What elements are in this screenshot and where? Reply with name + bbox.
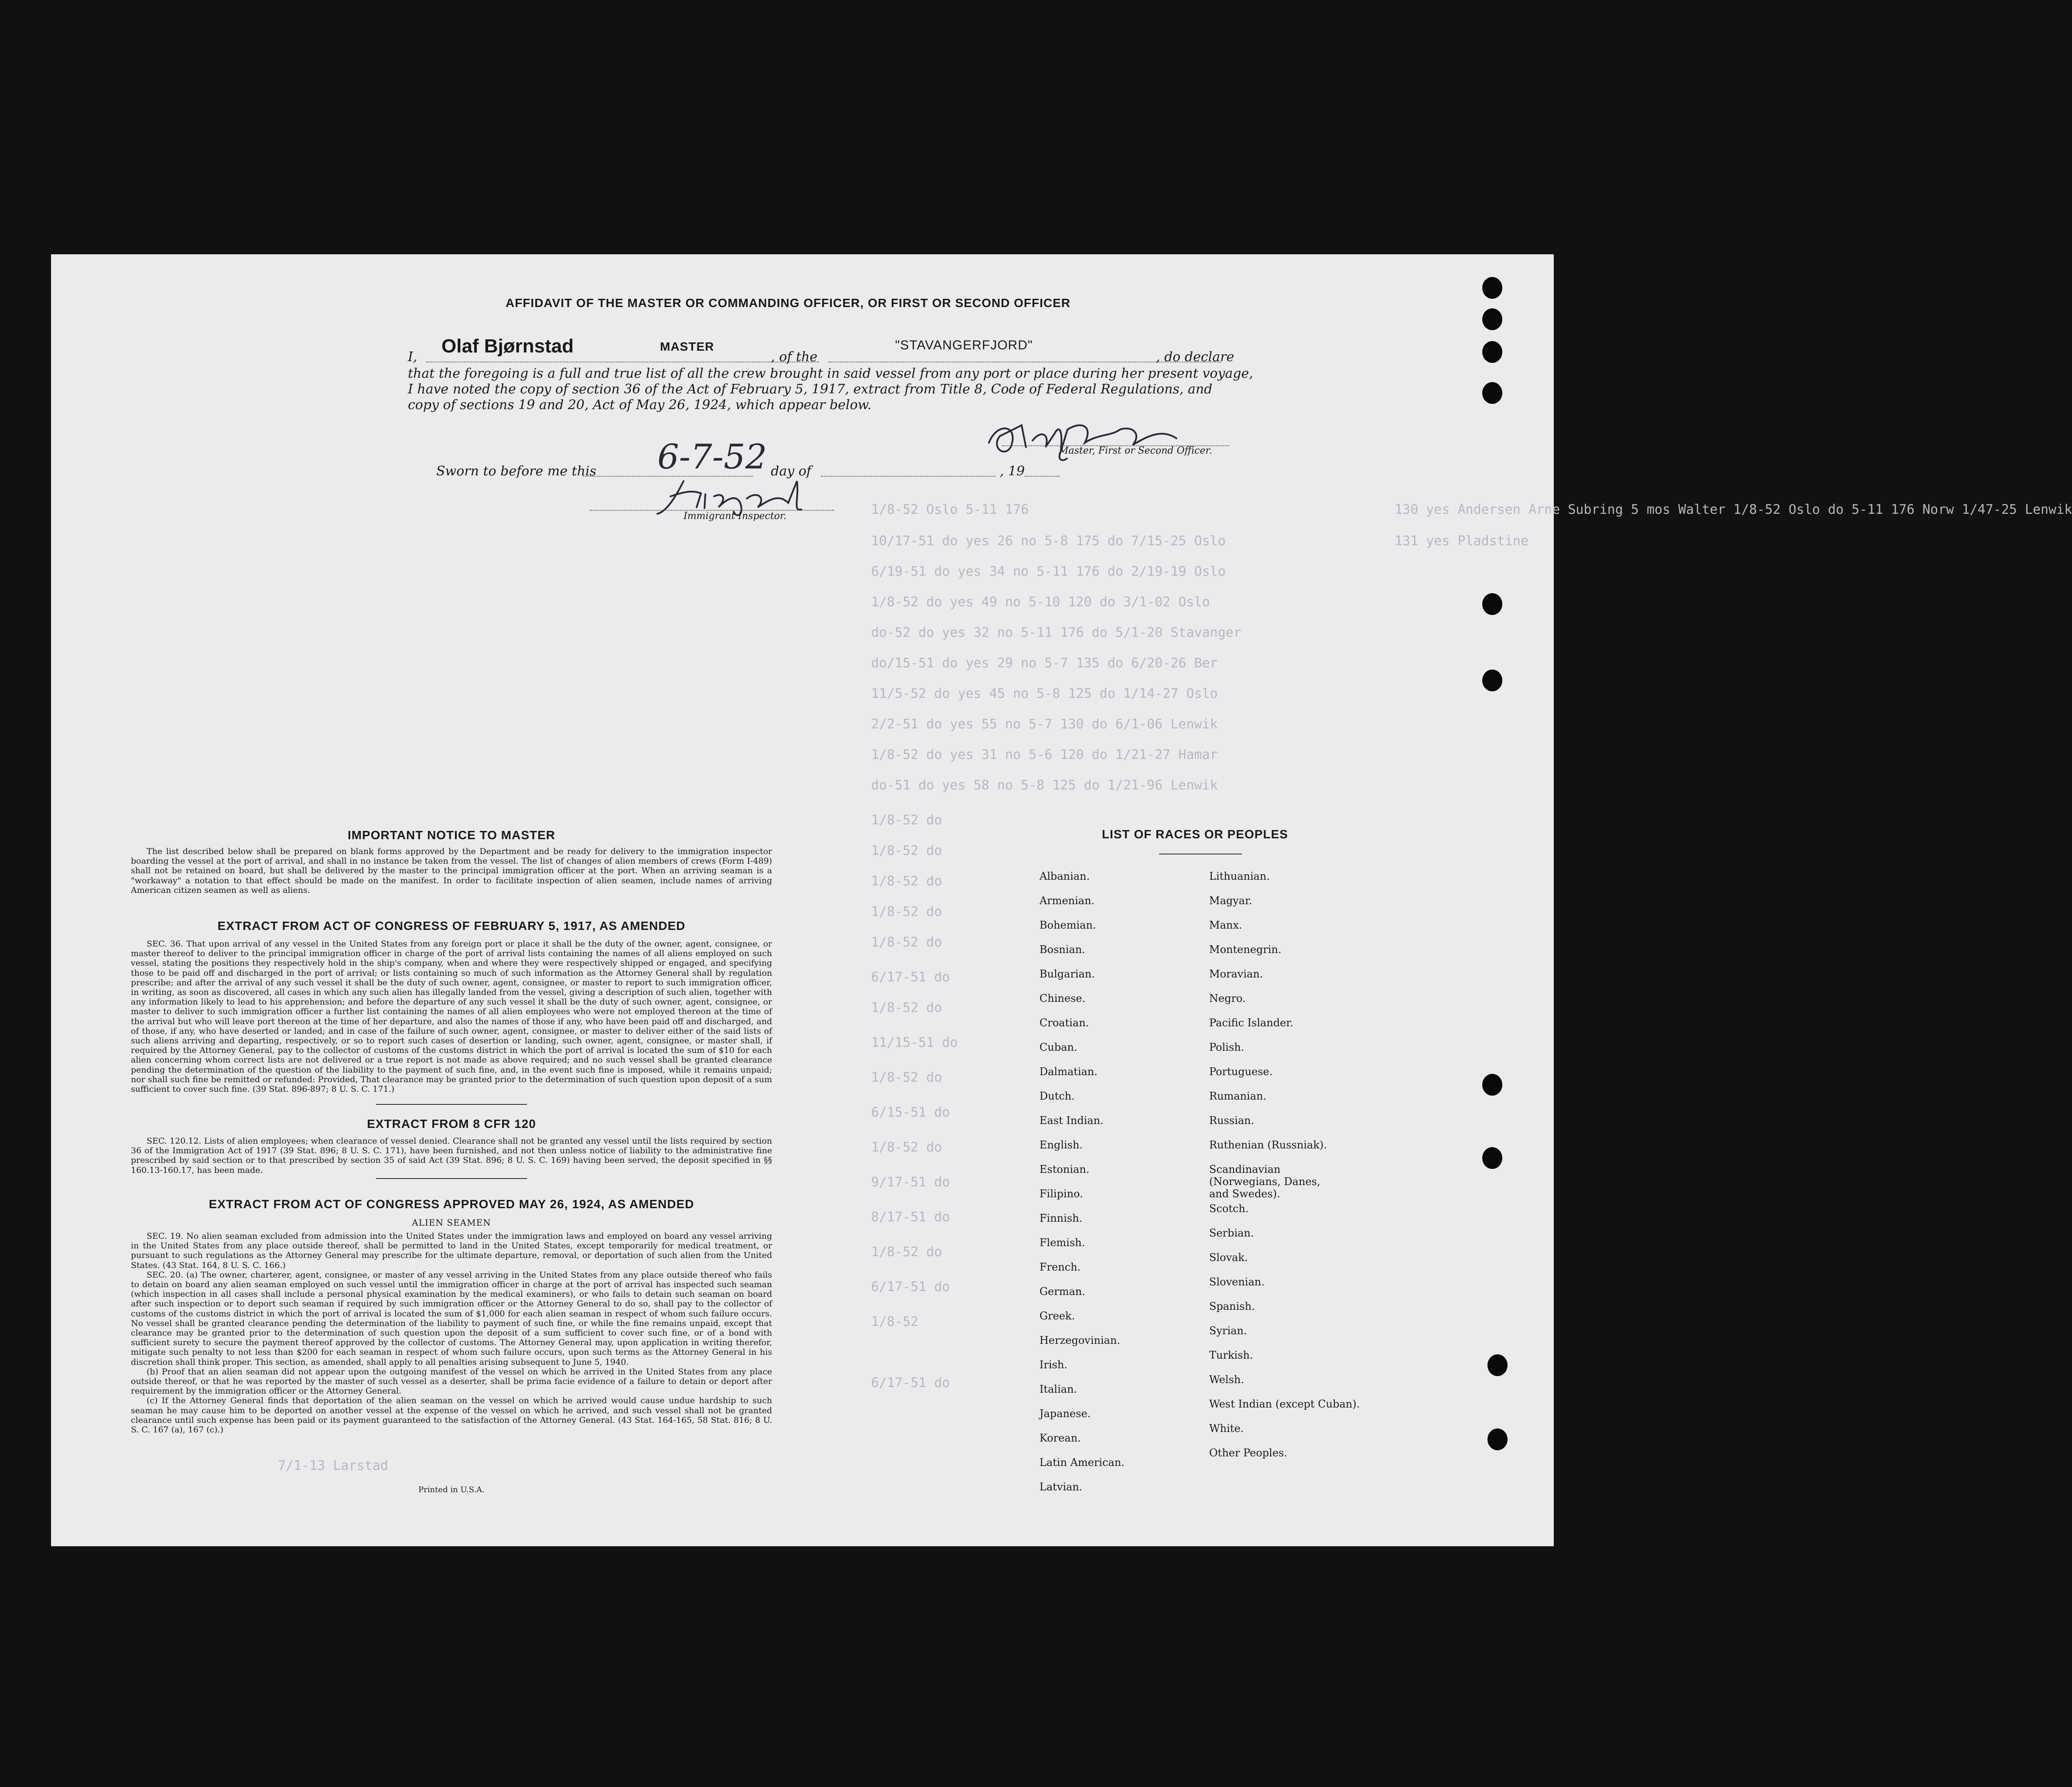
punch-hole — [1482, 593, 1502, 615]
race-item: Albanian. — [1039, 870, 1090, 882]
master-caption: Master, First or Second Officer. — [1059, 445, 1212, 456]
race-item: Slovak. — [1209, 1251, 1248, 1264]
cfr-title: EXTRACT FROM 8 CFR 120 — [367, 1117, 536, 1131]
race-item: Cuban. — [1039, 1041, 1077, 1053]
race-item: Finnish. — [1039, 1212, 1083, 1224]
race-item: Welsh. — [1209, 1374, 1244, 1386]
year-prefix: , 19 — [1000, 464, 1025, 479]
race-item: Dutch. — [1039, 1090, 1075, 1102]
race-item: Japanese. — [1039, 1408, 1091, 1420]
race-item: Spanish. — [1209, 1300, 1255, 1312]
race-item: Latin American. — [1039, 1456, 1125, 1469]
punch-hole — [1482, 277, 1502, 299]
race-item: Scandinavian (Norwegians, Danes, and Swedes). — [1209, 1163, 1320, 1200]
race-item: East Indian. — [1039, 1114, 1104, 1127]
sworn-date: 6-7-52 — [657, 437, 767, 477]
sec-19-text: SEC. 19. No alien seaman excluded from admission into the United States under the immigration laws and employed on board any vessel arriving in the United States from any place outside thereof, shall be permitted to land in the United States, except temporarily for medical treatment, or pursuant to such regulations as the Attorney General may prescribe for the ultimate departure, removal, or deportation of such alien from the United States. (43 Stat. 164, 8 U. S. C. 166.) — [131, 1231, 772, 1270]
race-item: Rumanian. — [1209, 1090, 1267, 1102]
notice-title: IMPORTANT NOTICE TO MASTER — [347, 828, 556, 842]
punch-hole — [1487, 1428, 1508, 1450]
race-item: Dalmatian. — [1039, 1066, 1098, 1078]
race-item: Portuguese. — [1209, 1066, 1273, 1078]
affidavit-line-2: that the foregoing is a full and true list of all the crew brought in said vessel from any port or place during her present voyage, — [408, 366, 1253, 381]
punch-hole — [1482, 308, 1502, 330]
race-item: Pacific Islander. — [1209, 1017, 1293, 1029]
race-item: Moravian. — [1209, 968, 1263, 980]
day-of-label: day of — [771, 464, 811, 479]
race-item: Manx. — [1209, 919, 1242, 931]
race-item: Magyar. — [1209, 895, 1252, 907]
race-item: French. — [1039, 1261, 1081, 1273]
race-item: Slovenian. — [1209, 1276, 1265, 1288]
race-item: Herzegovinian. — [1039, 1334, 1121, 1346]
extract-1924-text — [131, 1231, 772, 1435]
punch-hole — [1487, 1354, 1508, 1376]
extract-1917-title: EXTRACT FROM ACT OF CONGRESS OF FEBRUARY 5, 1917, AS AMENDED — [217, 919, 686, 933]
master-rank: MASTER — [660, 340, 715, 353]
document-page: 130 yes Andersen Arne Subring 5 mos Walter 1/8-52 Oslo do 5-11 176 Norw 1/47-25 Lenwik 131 yes Pladstine 1/8-52 Oslo 5-11 176 10/17-51 do yes 26 no 5-8 175 do 7/15-25 Oslo 6/19-51 do yes 34 no 5-11 176 do 2/19-19 Oslo 1/8-52 do yes 49 no 5-10 120 do 3/1-02 Oslo do-52 do yes 32 no 5-11 176 do 5/1-20 Stavanger do/15-51 do yes 29 no 5-7 135 do 6/20-26 Ber 11/5-52 do yes 45 no 5-8 125 do 1/14-27 Oslo 2/2-51 do yes 55 no 5-7 130 do 6/1-06 Lenwik 1/8-52 do yes 31 no 5-6 120 do 1/21-27 Hamar do-51 do yes 58 no 5-8 125 do 1/21-96 Lenwik 1/8-52 do 1/8-52 do 1/8-52 do 1/8-52 do 1/8-52 do 6/17-51 do 1/8-52 do 11/15-51 do 1/8-52 do 6/15-51 do 1/8-52 do 9/17-51 do 8/17-51 do 1/8-52 do 6/17-51 do 1/8-52 6/17-51 do 7/1-13 Larstad AFFIDAVIT OF THE MASTER OR COMMANDING OFFICER, OR FIRST OR SECOND OFFICER I, Olaf Bjørnstad MASTER , of the "STAVANGERFJORD" , do declare that the foregoing is a full and true list of all the crew brought in said vessel from any port or place during her present voyage, I have noted the copy of section 36 of the Act of February 5, 1917, extract from Title 8, Code of Federal Regulations, and copy of sections 19 and 20, Act of May 26, 1924, which appear below. Master, First or Second Officer. Sworn to before me this 6-7-52 day of , 19 Immigrant Inspector. IMPORTANT NOTICE TO MASTER The list described below shall be prepared on blank forms approved by the Department and be ready for delivery to the immigration inspector boarding the vessel at the port of arrival, and shall in no instance be taken from the vessel. The list of changes of alien members of crews (Form I-489) shall not be retained on board, but shall be delivered by the master to the principal immigration officer at the port. When an arriving seaman is a "workaway" a notation to that effect should be made on the manifest. In order to facilitate inspection of alien seamen, include names of arriving American citizen seamen as well as aliens. EXTRACT FROM ACT OF CONGRESS OF FEBRUARY 5, 1917, AS AMENDED SEC. 36. That upon arrival of any vessel in the United States from any foreign port or place it shall be the duty of the owner, agent, consignee, or master thereof to deliver to the principal immigration officer in charge of the port of arrival lists containing the names of all aliens employed on such vessel, stating the positions they respectively hold in the ship's company, when and where they were respectively shipped or engaged, and specifying those to be paid off and discharged in the port of arrival; or lists containing so much of such information as the Attorney General shall by regulation prescribe; and after the arrival of any such vessel it shall be the duty of such owner, agent, consignee, or master to report to such immigration officer, in writing, as soon as discovered, all cases in which any such alien has illegally landed from the vessel, giving a description of such alien, together with any information likely to lead to his apprehension; and before the departure of any such vessel it shall be the duty of such owner, agent, consignee, or master to deliver to such immigration officer a further list containing the names of all alien employees who were not employed thereon at the time of the arrival but who will leave port thereon at the time of her departure, and also the names of those if any, who have been paid off and discharged, and of those, if any, who have deserted or landed; and in case of the failure of such owner, agent, consignee, or master to deliver either of the said lists of such aliens arriving and departing, respectively, or so to report such cases of desertion or landing, such owner, agent, consignee, or master shall, if required by the Attorney General, pay to the collector of customs of the customs district in which the port of arrival is located the sum of $10 for each alien concerning whom correct lists are not delivered or a true report is not made as above required; and no such vessel shall be granted clearance pending the determination of the question of the liability to the payment of such fine, and, in the event such fine is imposed, while it remains unpaid; nor shall such fine be remitted or refunded: Provided, That clearance may be granted prior to the determination of such question upon deposit of a sum sufficient to cover such fine. (39 Stat. 896-897; 8 U. S. C. 171.) EXTRACT FROM 8 CFR 120 SEC. 120.12. Lists of alien employees; when clearance of vessel denied. Clearance shall not be granted any vessel until the lists required by section 36 of the Immigration Act of 1917 (39 Stat. 896; 8 U. S. C. 171), have been furnished, and not then unless notice of liability to the administrative fine prescribed by said section or to that prescribed by section 35 of said Act (39 Stat. 896; 8 U. S. C. 169) having been served, the deposit specified in §§ 160.13-160.17, has been made. EXTRACT FROM ACT OF CONGRESS APPROVED MAY 26, 1924, AS AMENDED ALIEN SEAMEN SEC. 19. No alien seaman excluded from admission into the United States under the immigration laws and employed on board any vessel arriving in the United States from any place outside thereof, shall be permitted to land in the United States, except temporarily for medical treatment, or pursuant to such regulations as the Attorney General may prescribe for the ultimate departure, removal, or deportation of such alien from the United States. (43 Stat. 164, 8 U. S. C. 166.) SEC. 20. (a) The owner, charterer, agent, consignee, or master of any vessel arriving in the United States from any place outside thereof who fails to detain on board any alien seaman employed on such vessel until the immigration officer in charge at the port of arrival has inspected such seaman (which inspection in all cases shall include a personal physical examination by the medical examiners), or who fails to detain such seaman on board after such inspection or to deport such seaman if required by such immigration officer or the Attorney General to do so, shall pay to the collector of customs of the customs district in which the port of arrival is located the sum of $1,000 for each alien seaman in respect of whom such failure occurs. No vessel shall be granted clearance pending the determination of the liability to payment of such fine, or while the fine remains unpaid, except that clearance may be granted prior to the determination of such question upon the deposit of a sum sufficient to cover such fine, or of a bond with sufficient surety to secure the payment thereof approved by the collector of customs. The Attorney General may, upon application in writing therefor, mitigate such penalty to not less than $200 for each seaman in respect of whom such failure occurs, upon such terms as the Attorney General in his discretion shall think proper. This section, as amended, shall apply to all penalties arising subsequent to June 5, 1940. (b) Proof that an alien seaman did not appear upon the outgoing manifest of the vessel on which he arrived in the United States from any place outside thereof, or that he was reported by the master of such vessel as a deserter, shall be prima facie evidence of a failure to detain or deport after requirement by the immigration officer or the Attorney General. (c) If the Attorney General finds that deportation of the alien seaman on the vessel on which he arrived would cause undue hardship to such seaman he may cause him to be deported on another vessel at the expense of the vessel on which he arrived, and such vessel shall not be granted clearance until such expense has been paid or its payment guaranteed to the satisfaction of the Attorney General. (43 Stat. 164-165, 58 Stat. 816; 8 U. S. C. 167 (a), 167 (c).) Printed in U.S.A. LIST OF RACES OR PEOPLES Albanian. Armenian. Bohemian. Bosnian. Bulgarian. Chinese. Croatian. Cuban. Dalmatian. Dutch. East Indian. English. Estonian. Filipino. Finnish. Flemish. French. German. Greek. Herzegovinian. Irish. Italian. Japanese. Korean. Latin American. Latvian. Lithuanian. Magyar. Manx. Montenegrin. Moravian. Negro. Pacific Islander. Polish. Portuguese. Rumanian. Russian. Ruthenian (Russniak). Scandinavian (Norwegians, Danes, and Swedes). Scotch. Serbian. Slovak. Slovenian. Spanish. Syrian. Turkish. Welsh. West Indian (except Cuban). White. Other Peoples. — [51, 254, 1554, 1546]
race-item: Chinese. — [1039, 992, 1086, 1005]
vessel-name: "STAVANGERFJORD" — [895, 338, 1033, 352]
race-item: Bohemian. — [1039, 919, 1096, 931]
sec-20c-text: (c) If the Attorney General finds that deportation of the alien seaman on the vessel on which he arrived would cause undue hardship to such seaman he may cause him to be deported on another vessel at the expense of the vessel on which he arrived, and such vessel shall not be granted clearance until such expense has been paid or its payment guaranteed to the satisfaction of the Attorney General. (43 Stat. 164-165, 58 Stat. 816; 8 U. S. C. 167 (a), 167 (c).) — [131, 1396, 772, 1435]
race-item: Latvian. — [1039, 1481, 1083, 1493]
sec-20a-text: SEC. 20. (a) The owner, charterer, agent, consignee, or master of any vessel arriving in the United States from any place outside thereof who fails to detain on board any alien seaman employed on such vessel until the immigration officer in charge at the port of arrival has inspected such seaman (which inspection in all cases shall include a personal physical examination by the medical examiners), or who fails to detain such seaman on board after such inspection or to deport such seaman if required by such immigration officer or the Attorney General to do so, shall pay to the collector of customs of the customs district in which the port of arrival is located the sum of $1,000 for each alien seaman in respect of whom such failure occurs. No vessel shall be granted clearance pending the determination of the liability to payment of such fine, or while the fine remains unpaid, except that clearance may be granted prior to the determination of such question upon the deposit of a sum sufficient to cover such fine, or of a bond with sufficient surety to secure the payment thereof approved by the collector of customs. The Attorney General may, upon application in writing therefor, mitigate such penalty to not less than $200 for each seaman in respect of whom such failure occurs, upon such terms as the Attorney General in his discretion shall think proper. This section, as amended, shall apply to all penalties arising subsequent to June 5, 1940. — [131, 1270, 772, 1367]
race-item: Turkish. — [1209, 1349, 1253, 1361]
affidavit-line-3: I have noted the copy of section 36 of the Act of February 5, 1917, extract from Title 8, Code of Federal Regulations, and — [408, 382, 1213, 397]
race-item: Serbian. — [1209, 1227, 1254, 1239]
master-signature — [980, 417, 1190, 465]
race-item: Filipino. — [1039, 1188, 1083, 1200]
race-item: Scotch. — [1209, 1203, 1249, 1215]
race-item: Flemish. — [1039, 1237, 1085, 1249]
punch-hole — [1482, 341, 1502, 363]
race-item: Other Peoples. — [1209, 1447, 1287, 1459]
i-label: I, — [408, 349, 417, 365]
race-item: Estonian. — [1039, 1163, 1090, 1175]
notice-text: The list described below shall be prepared on blank forms approved by the Department and be ready for delivery to the immigration inspector boarding the vessel at the port of arrival, and shall in no instance be taken from the vessel. The list of changes of alien members of crews (Form I-489) shall not be retained on board, but shall be delivered by the master to the principal immigration officer at the port. When an arriving seaman is a "workaway" a notation to that effect should be made on the manifest. In order to facilitate inspection of alien seamen, include names of arriving American citizen seamen as well as aliens. — [131, 847, 772, 895]
punch-hole — [1482, 1147, 1502, 1169]
inspector-caption: Immigrant Inspector. — [684, 511, 786, 522]
do-declare-label: , do declare — [1156, 349, 1234, 365]
race-item: Bosnian. — [1039, 943, 1085, 956]
punch-hole — [1482, 1074, 1502, 1096]
race-item: Syrian. — [1209, 1325, 1247, 1337]
printed-in-usa: Printed in U.S.A. — [418, 1485, 485, 1494]
race-item: German. — [1039, 1285, 1085, 1298]
extract-1924-subtitle: ALIEN SEAMEN — [412, 1217, 491, 1228]
sec-20b-text: (b) Proof that an alien seaman did not appear upon the outgoing manifest of the vessel on which he arrived in the United States from any place outside thereof, or that he was reported by the master of such vessel as a deserter, shall be prima facie evidence of a failure to detain or deport after requirement by the immigration officer or the Attorney General. — [131, 1367, 772, 1396]
punch-hole — [1482, 382, 1502, 404]
race-item: Italian. — [1039, 1383, 1077, 1395]
race-item: Bulgarian. — [1039, 968, 1095, 980]
race-item: Negro. — [1209, 992, 1246, 1005]
sworn-label: Sworn to before me this — [436, 464, 597, 479]
race-item: Irish. — [1039, 1359, 1068, 1371]
race-item: Greek. — [1039, 1310, 1075, 1322]
race-item: White. — [1209, 1422, 1244, 1435]
master-name: Olaf Bjørnstad — [441, 335, 574, 357]
race-item: West Indian (except Cuban). — [1209, 1398, 1360, 1410]
race-item: Armenian. — [1039, 895, 1095, 907]
race-item: Russian. — [1209, 1114, 1255, 1127]
affidavit-title: AFFIDAVIT OF THE MASTER OR COMMANDING OFFICER, OR FIRST OR SECOND OFFICER — [506, 296, 1071, 310]
race-item: Korean. — [1039, 1432, 1081, 1444]
affidavit-line-4: copy of sections 19 and 20, Act of May 26, 1924, which appear below. — [408, 397, 872, 413]
race-item: Montenegrin. — [1209, 943, 1282, 956]
cfr-text: SEC. 120.12. Lists of alien employees; when clearance of vessel denied. Clearance shall not be granted any vessel until the lists required by section 36 of the Immigration Act of 1917 (39 Stat. 896; 8 U. S. C. 171), have been furnished, and not then unless notice of liability to the administrative fine prescribed by said section or to that prescribed by section 35 of said Act (39 Stat. 896; 8 U. S. C. 169) having been served, the deposit specified in §§ 160.13-160.17, has been made. — [131, 1136, 772, 1175]
race-item: Ruthenian (Russniak). — [1209, 1139, 1327, 1151]
race-item: Lithuanian. — [1209, 870, 1270, 882]
extract-1917-text: SEC. 36. That upon arrival of any vessel in the United States from any foreign port or place it shall be the duty of the owner, agent, consignee, or master thereof to deliver to the principal immigration officer in charge of the port of arrival lists containing the names of all aliens employed on such vessel, stating the positions they respectively hold in the ship's company, when and where they were respectively shipped or engaged, and specifying those to be paid off and discharged in the port of arrival; or lists containing so much of such information as the Attorney General shall by regulation prescribe; and after the arrival of any such vessel it shall be the duty of such owner, agent, consignee, or master to report to such immigration officer, in writing, as soon as discovered, all cases in which any such alien has illegally landed from the vessel, giving a description of such alien, together with any information likely to lead to his apprehension; and before the departure of any such vessel it shall be the duty of such owner, agent, consignee, or master to deliver to such immigration officer a further list containing the names of all alien employees who were not employed thereon at the time of the arrival but who will leave port thereon at the time of her departure, and also the names of those if any, who have been paid off and discharged, and of those, if any, who have deserted or landed; and in case of the failure of such owner, agent, consignee, or master to deliver either of the said lists of such aliens arriving and departing, respectively, or so to report such cases of desertion or landing, such owner, agent, consignee, or master shall, if required by the Attorney General, pay to the collector of customs of the customs district in which the port of arrival is located the sum of $10 for each alien concerning whom correct lists are not delivered or a true report is not made as above required; and no such vessel shall be granted clearance pending the determination of the question of the liability to the payment of such fine, and, in the event such fine is imposed, while it remains unpaid; nor shall such fine be remitted or refunded: Provided, That clearance may be granted prior to the determination of such question upon deposit of a sum sufficient to cover such fine. (39 Stat. 896-897; 8 U. S. C. 171.) — [131, 939, 772, 1094]
race-item: Polish. — [1209, 1041, 1245, 1053]
race-item: Croatian. — [1039, 1017, 1089, 1029]
extract-1924-title: EXTRACT FROM ACT OF CONGRESS APPROVED MAY 26, 1924, AS AMENDED — [209, 1197, 694, 1211]
races-title: LIST OF RACES OR PEOPLES — [1102, 827, 1288, 841]
of-the-label: , of the — [771, 349, 817, 365]
punch-hole — [1482, 670, 1502, 691]
race-item: English. — [1039, 1139, 1083, 1151]
